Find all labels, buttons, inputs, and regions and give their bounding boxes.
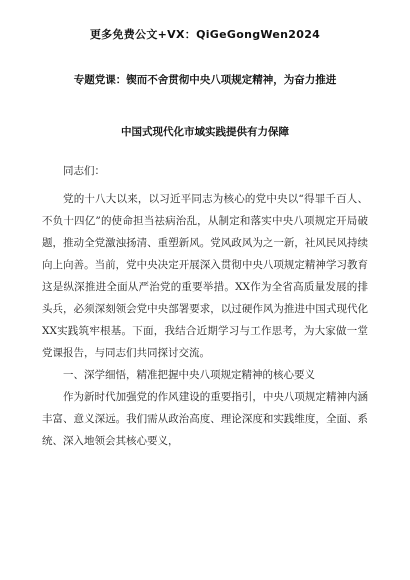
section-heading-1: 一、深学细悟，精准把握中央八项规定精神的核心要义 xyxy=(63,369,315,381)
document-title-line-2: 中国式现代化市域实践提供有力保障 xyxy=(121,126,289,138)
paragraph-section-1: 作为新时代加强党的作风建设的重要指引，中央八项规定精神内涵丰富、意义深远。我们需从政治高度、理论深度和实践维度，全面、系统、深入地领会其核心要义， xyxy=(42,391,368,447)
document-body xyxy=(42,160,368,452)
document-title-line-1: 专题党课：锲而不舍贯彻中央八项规定精神，为奋力推进 xyxy=(73,74,337,86)
salutation: 同志们： xyxy=(63,165,105,177)
promo-header: 更多免费公文+VX：QiGeGongWen2024 xyxy=(89,28,321,41)
paragraph-intro: 党的十八大以来，以习近平同志为核心的党中央以“得罪千百人、不负十四亿”的使命担当祛病治乱，从制定和落实中央八项规定开局破题，推动全党激浊扬清、重塑新风。党风政风为之一新，社风民风持续向上向善。当前，党中央决定开展深入贯彻中央八项规定精神学习教育这是纵深推进全面从严治党的重要举措。XX作为全省高质量发展的排头兵，必须深刻领会党中央部署要求，以过硬作风为推进中国式现代化XX实践筑牢根基。下面，我结合近期学习与工作思考，为大家做一堂党课报告，与同志们共同探讨交流。 xyxy=(42,193,368,359)
